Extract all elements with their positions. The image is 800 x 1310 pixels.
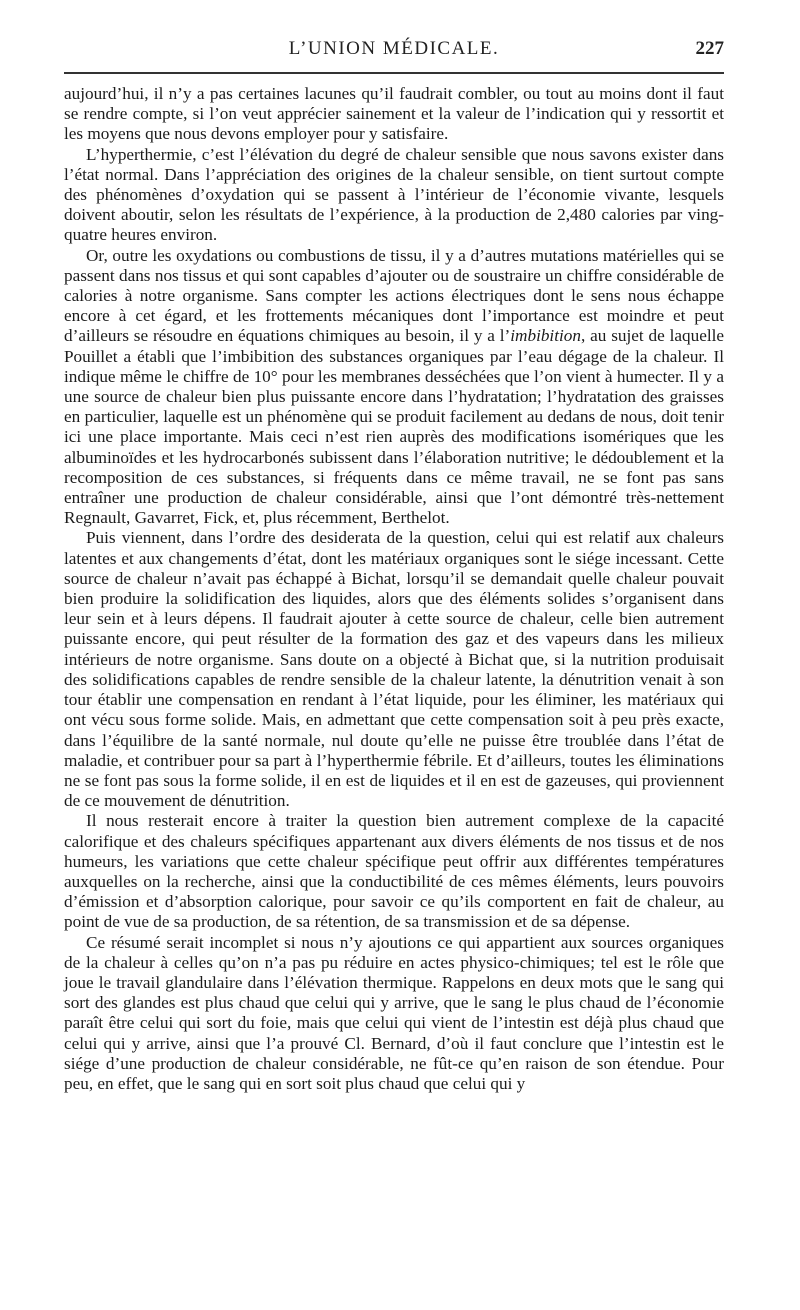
paragraph-text: Puis viennent, dans l’ordre des desiderata de la question, celui qui est relatif aux chaleurs latentes et aux changements d’état, dont les matériaux organiques sont le siége incessant. Cette source de chaleur n’avait pas échappé à Bichat, lorsqu’il se demandait quelle chaleur pouvait bien produire la solidification des liquides, alors que des éléments solides s’organisent dans leur sein et à leurs dépens. Il faudrait ajouter à cette source de chaleur, celle bien autrement puissante encore, qui peut résulter de la formation des gaz et des vapeurs dans les milieux intérieurs de notre organisme. Sans doute on a objecté à Bichat que, si la nutrition produisait des solidifications capables de rendre sensible de la chaleur latente, la dénutrition venait à son tour établir une compensation en rendant à l’état liquide, pour les éliminer, les matériaux qui ont vécu sous forme solide. Mais, en admettant que cette compensation soit à peu près exacte, dans l’équilibre de la santé normale, nul doute qu’elle ne puisse être troublée dans l’état de maladie, et contribuer pour sa part à l’hyperthermie fébrile. Et d’ailleurs, toutes les éliminations ne se font pas sous la forme solide, il en est de liquides et il en est de gazeuses, qui proviennent de ce mouvement de dénutrition. [64,528,724,811]
running-head [64,38,724,66]
paragraph [64,811,724,932]
body-text [64,84,724,1094]
paragraph [64,528,724,811]
paragraph-text: Or, outre les oxydations ou combustions de tissu, il y a d’autres mutations matérielles qui se passent dans nos tissus et qui sont capables d’ajouter ou de soustraire un chiffre considérable de calories à notre organisme. Sans compter les actions électriques dont le sens nous échappe encore à cet égard, et les frottements mécaniques dont l’importance est moindre et peut d’ailleurs se résoudre en équations chimiques au besoin, il y a l’ [64,245,724,346]
paragraph-text: aujourd’hui, il n’y a pas certaines lacunes qu’il faudrait combler, ou tout au moins dont il faut se rendre compte, si l’on veut apprécier sainement et la valeur de l’indication qui y ressortit et les moyens que nous devons employer pour y satisfaire. [64,84,724,144]
header-rule [64,72,724,74]
paragraph-text: Ce résumé serait incomplet si nous n’y ajoutions ce qui appartient aux sources organiques de la chaleur à celles qu’on n’a pas pu réduire en actes physico-chimiques; tel est le rôle que joue le travail glandulaire dans l’élévation thermique. Rappelons en deux mots que le sang qui sort des glandes est plus chaud que celui qui y arrive, que le sang le plus chaud de l’économie paraît être celui qui sort du foie, mais que celui qui vient de l’intestin est déjà plus chaud que celui qui y arrive, ainsi que l’a prouvé Cl. Bernard, d’où il faut conclure que l’intestin est le siége d’une production de chaleur considérable, ne fût-ce qu’en raison de son étendue. Pour peu, en effet, que le sang qui en sort soit plus chaud que celui qui y [64,932,724,1093]
paragraph-text: , au sujet de laquelle Pouillet a établi que l’imbibition des substances organiques par l’eau dégage de la chaleur. Il indique même le chiffre de 10° pour les membranes desséchées que l’on vient à humecter. Il y a une source de chaleur bien plus puissante encore dans l’hydratation; l’hydratation des graisses en particulier, laquelle est un phénomène qui se produit facilement au dedans de nous, doit tenir ici une place importante. Mais ceci n’est rien auprès des modifications isomériques que les albuminoïdes et les hydrocarbonés subissent dans l’élaboration nutritive; le dédoublement et la recomposition de ces substances, si fréquents dans ce même travail, ne se font pas sans entraîner une production de chaleur considérable, ainsi que l’ont démontré très-nettement Regnault, Gavarret, Fick, et, plus récemment, Berthelot. [64,326,724,528]
italic-term: imbibition [510,326,581,346]
paragraph [64,246,724,529]
paragraph-text: L’hyperthermie, c’est l’élévation du degré de chaleur sensible que nous savons exister dans l’état normal. Dans l’appréciation des origines de la chaleur sensible, on tient surtout compte des phénomènes d’oxydation qui se passent à l’intérieur de l’économie vivante, lesquels doivent aboutir, selon les résultats de l’expérience, à la production de 2,480 calories par ving-quatre heures environ. [64,144,724,245]
paragraph [64,933,724,1095]
running-title: L’UNION MÉDICALE. [288,38,500,59]
paragraph [64,145,724,246]
page-number: 227 [695,38,724,59]
paragraph [64,84,724,145]
paragraph-text: Il nous resterait encore à traiter la question bien autrement complexe de la capacité calorifique et des chaleurs spécifiques appartenant aux divers éléments de nos tissus et de nos humeurs, les variations que cette chaleur spécifique peut offrir aux différentes températures auxquelles on la recherche, ainsi que la conductibilité de ces mêmes éléments, leurs pouvoirs d’émission et d’absorption calorique, pour savoir ce qu’ils comportent en fait de chaleur, au point de vue de sa production, de sa rétention, de sa transmission et de sa dépense. [64,811,724,932]
